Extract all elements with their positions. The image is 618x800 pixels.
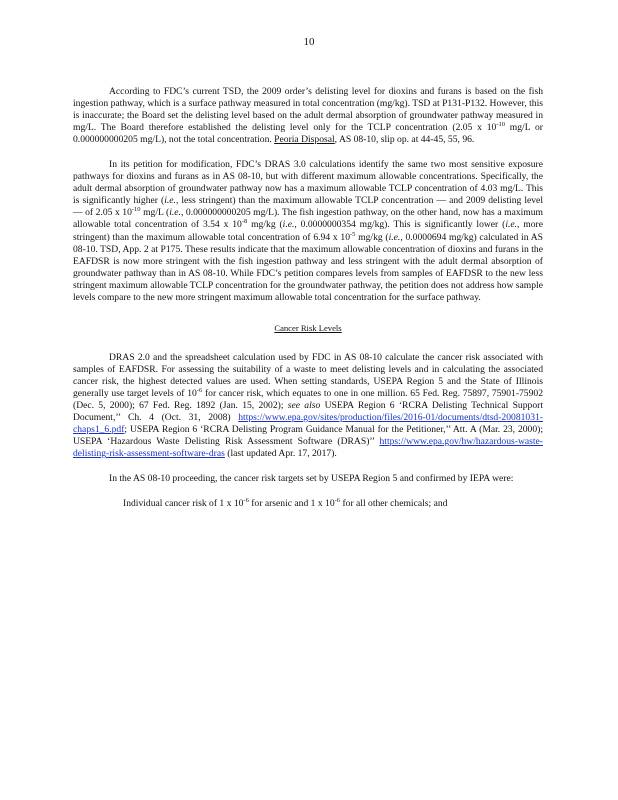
text-run: , more stringent) than the maximum allowable total concentration of 6.94 x 10 [73,219,544,243]
italic-ie: i.e. [282,219,295,231]
text-run: (last updated Apr. 17, 2017). [224,448,337,460]
text-run: mg/kg ( [355,231,389,243]
text-run: mg/kg ( [247,219,283,231]
italic-ie: i.e. [388,231,401,243]
text-run: , less stringent) than the maximum allowable TCLP concentration — and 2009 delisting level — of 2.05 x 10 [73,195,543,219]
bullet-item-individual-cancer-risk [109,498,543,510]
italic-ie: i.e. [169,207,181,219]
text-run: In the AS 08-10 proceeding, the cancer risk targets set by USEPA Region 5 and confirmed by IEPA were: [109,473,514,485]
text-run: mg/L ( [140,207,170,219]
text-run: According to FDC’s current TSD, the 2009 order’s delisting level for dioxins and furans is based on the fish ingestion pathway, which is a surface pathway measured in total concentration (mg/kg). TSD at P131-P132. However, this is inaccurate; the Board set the delisting level based on the adult dermal absorption of groundwater pathway measured in mg/L. The Board therefore established the delisting level only for the TCLP concentration (2.05 x 10 [73,86,543,134]
superscript: -6 [196,386,203,394]
text-run: for cancer risk, which equates to one in one million. 65 Fed. Reg. 75897, 75901-75902 (Dec. 5, 2000); 67 Fed. Reg. 1892 (Jan. 15, 2002); [73,387,543,412]
text-run: DRAS 2.0 and the spreadsheet calculation used by FDC in AS 08-10 calculate the cancer risk associated with samples of EAFDSR. For assessing the suitability of a waste to meet delisting levels and in calculating the associated cancer risk, the highest detected values are used. When setting standards, USEPA Region 5 and the State of Illinois generally use target levels of 10 [73,351,543,399]
paragraph-cancer-risk [73,352,543,460]
section-heading-text: Cancer Risk Levels [274,322,342,333]
paragraph-petition-modification [73,159,543,304]
superscript: -5 [350,230,356,238]
text-run: mg/L or 0.000000000205 mg/L), not the total concentration. [73,122,543,146]
paragraph-dioxin-delisting-level [73,86,543,146]
text-run: , 0.0000000354 mg/kg). This is significantly lower ( [294,219,506,231]
text-run: for all other chemicals; and [340,498,448,510]
page-number: 10 [303,36,315,48]
text-run: for arsenic and 1 x 10 [248,498,335,510]
superscript: -6 [243,497,249,505]
paragraph-as-08-10-targets [73,473,543,485]
text-run: ; USEPA Region 6 ‘RCRA Delisting Program Guidance Manual for the Petitioner,’’ Att. A (Mar. 23, 2000); USEPA ‘Hazardous Waste Delisting Risk Assessment Software (DRAS)’’ [73,424,543,448]
link-epa-dtsd-pdf[interactable]: https://www.epa.gov/sites/production/files/2016-01/documents/dtsd-20081031-chaps1_6.pdf [73,412,543,436]
case-citation: Peoria Disposal [274,134,335,146]
link-epa-dras[interactable]: https://www.epa.gov/hw/hazardous-waste-delisting-risk-assessment-software-dras [73,436,543,460]
italic-see-also: see also [287,400,321,412]
superscript: -10 [131,206,141,214]
superscript: -8 [241,218,248,226]
italic-ie: i.e. [164,195,176,207]
superscript: -6 [334,497,341,505]
text-run: , AS 08-10, slip op. at 44-45, 55, 96. [334,134,475,146]
text-run: , 0.0000694 mg/kg) calculated in AS 08-10. TSD, App. 2 at P175. These results indicate that the maximum allowable concentration of dioxins and furans in the EAFDSR is now more stringent with the fish ingestion pathway and less stringent with the adult dermal absorption of groundwater pathway than in AS 08-10. While FDC’s petition compares levels from samples of EAFDSR to the new less stringent maximum allowable TCLP concentration for the groundwater pathway, the petition does not address how sample levels compare to the new more stringent maximum allowable total concentration for the surface pathway. [73,231,543,303]
superscript: -10 [496,121,505,129]
italic-ie: i.e. [505,219,518,231]
text-run: In its petition for modification, FDC’s DRAS 3.0 calculations identify the same two most sensitive exposure pathways for dioxins and furans as in AS 08-10, but with different maximum allowable concentrations. Specifically, the adult dermal absorption of groundwater pathway now has a maximum allowable TCLP concentration of 4.03 mg/L. This is significantly higher ( [73,159,543,207]
section-heading-cancer-risk-levels [73,322,543,334]
document-body [73,86,543,510]
text-run: , 0.000000000205 mg/L). The fish ingestion pathway, on the other hand, now has a maximum allowable total concentration of 3.54 x 10 [73,207,544,231]
text-run: Individual cancer risk of 1 x 10 [123,498,244,510]
text-run: USEPA Region 6 ‘RCRA Delisting Technical Support Document,’’ Ch. 4 (Oct. 31, 2008) [73,400,543,424]
